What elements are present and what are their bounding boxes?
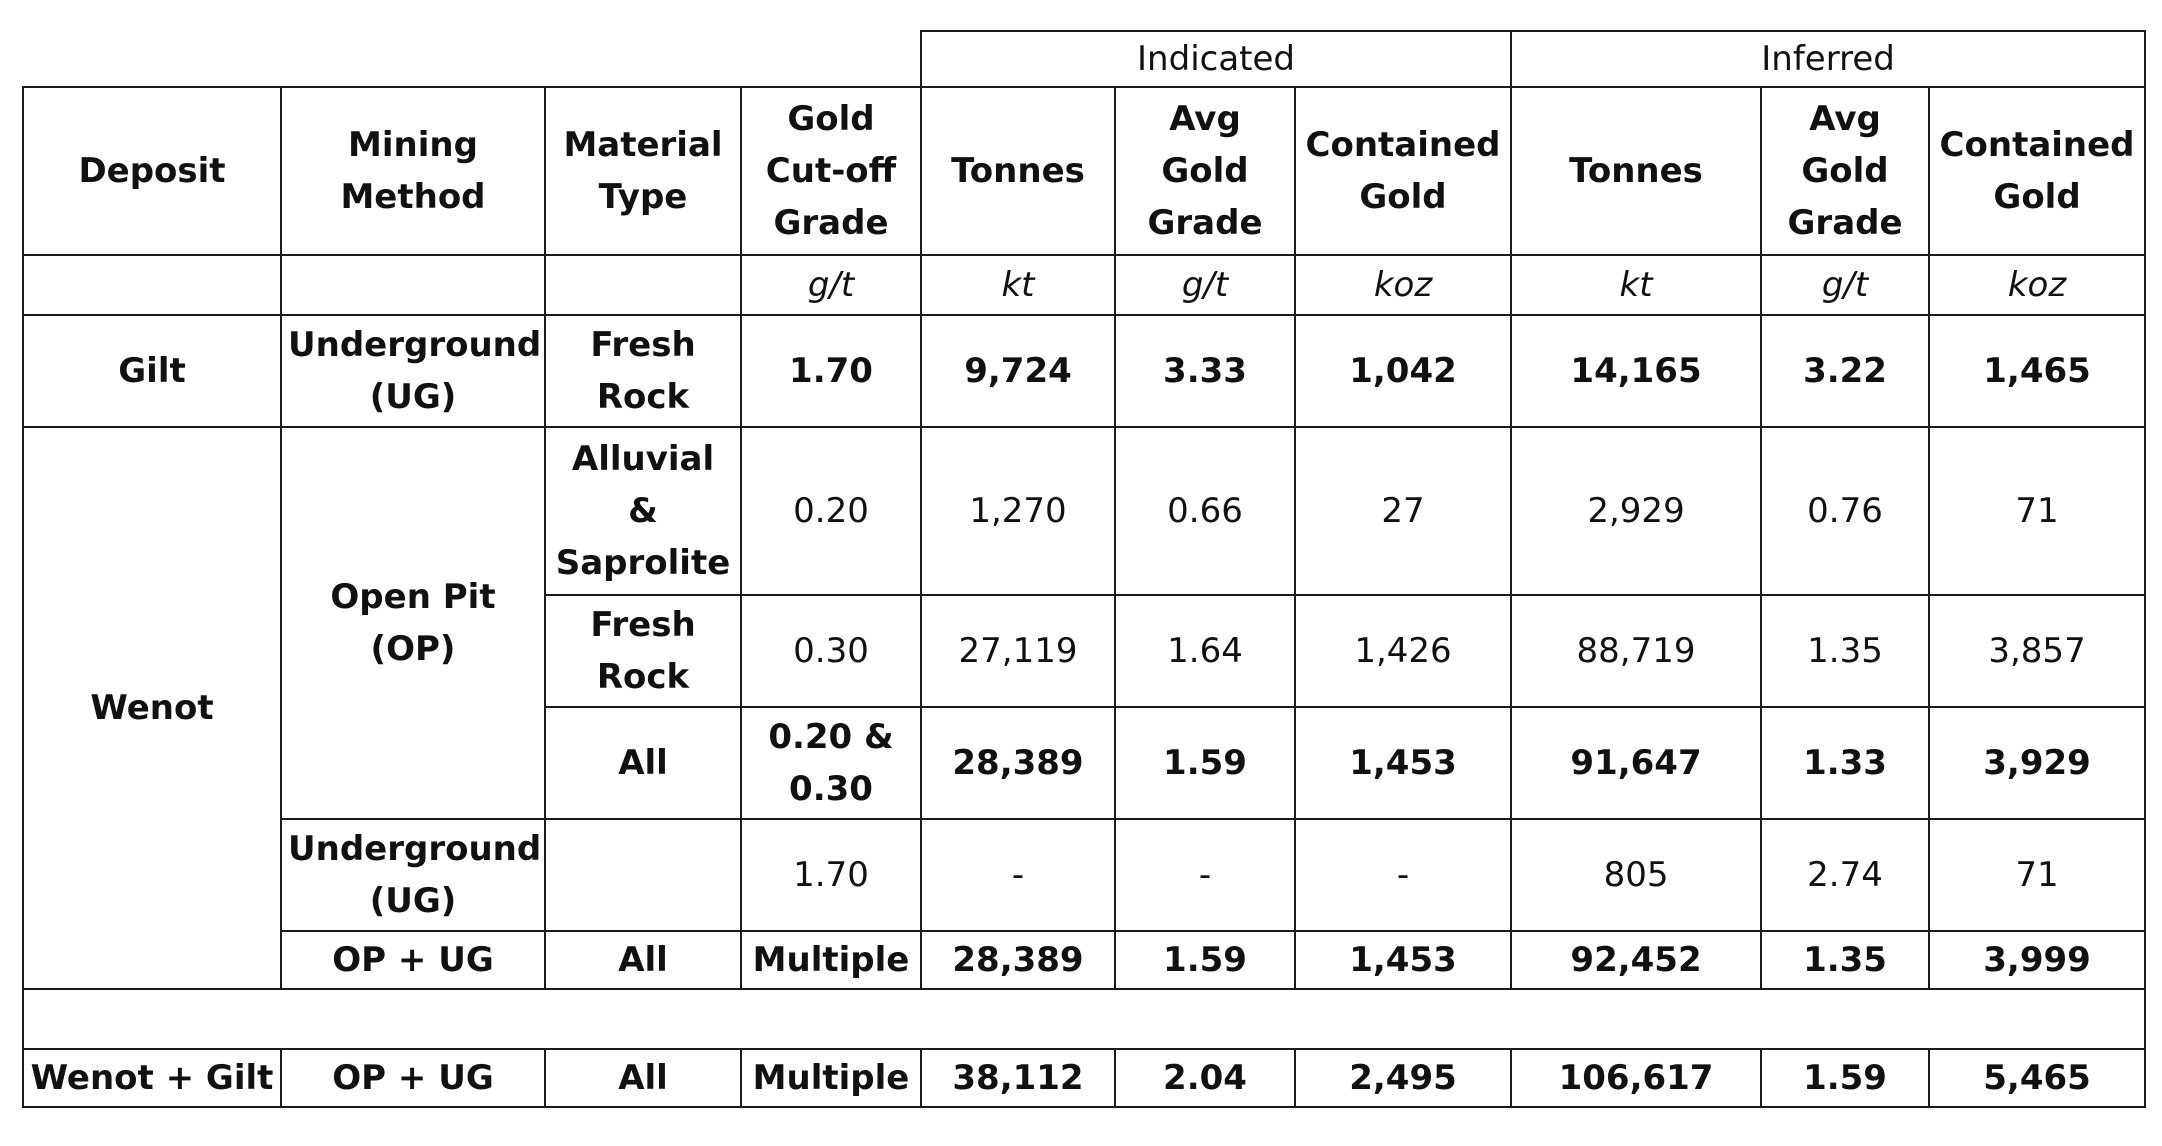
header-inferred-contained-gold: Contained Gold (1929, 87, 2145, 255)
unit-inferred-grade: g/t (1761, 255, 1929, 315)
cell-cutoff: Multiple (741, 931, 921, 989)
blank-corner (23, 31, 921, 87)
cell-material-type: Fresh Rock (545, 315, 741, 427)
cell-indicated-grade: 0.66 (1115, 427, 1295, 595)
table-row-wenot-total (23, 931, 2145, 989)
cell-indicated-tonnes: 1,270 (921, 427, 1115, 595)
unit-blank (281, 255, 545, 315)
cell-inferred-gold: 3,857 (1929, 595, 2145, 707)
cell-cutoff: 1.70 (741, 819, 921, 931)
cell-inferred-grade: 3.22 (1761, 315, 1929, 427)
cell-mining-method: OP + UG (281, 1049, 545, 1107)
cell-indicated-gold: 2,495 (1295, 1049, 1511, 1107)
spacer-row (23, 989, 2145, 1049)
header-indicated-tonnes: Tonnes (921, 87, 1115, 255)
cell-indicated-grade: 1.59 (1115, 931, 1295, 989)
table-row-gilt (23, 315, 2145, 427)
cell-indicated-tonnes: 28,389 (921, 931, 1115, 989)
cell-indicated-grade: 3.33 (1115, 315, 1295, 427)
cell-indicated-gold: 27 (1295, 427, 1511, 595)
cell-deposit: Wenot + Gilt (23, 1049, 281, 1107)
unit-blank (23, 255, 281, 315)
cell-indicated-tonnes: 28,389 (921, 707, 1115, 819)
header-indicated-avg-grade: Avg Gold Grade (1115, 87, 1295, 255)
column-header-row (23, 87, 2145, 255)
cell-indicated-grade: - (1115, 819, 1295, 931)
table-row-grand-total (23, 1049, 2145, 1107)
cell-material-type: Alluvial & Saprolite (545, 427, 741, 595)
cell-indicated-gold: 1,453 (1295, 931, 1511, 989)
cell-material-type (545, 819, 741, 931)
header-inferred-tonnes: Tonnes (1511, 87, 1761, 255)
cell-inferred-grade: 2.74 (1761, 819, 1929, 931)
units-row (23, 255, 2145, 315)
header-mining-method: Mining Method (281, 87, 545, 255)
table-row-wenot-ug (23, 819, 2145, 931)
cell-inferred-gold: 71 (1929, 427, 2145, 595)
cell-material-type: All (545, 707, 741, 819)
cell-indicated-grade: 1.64 (1115, 595, 1295, 707)
cell-inferred-gold: 1,465 (1929, 315, 2145, 427)
cell-inferred-tonnes: 92,452 (1511, 931, 1761, 989)
mineral-resource-table (22, 30, 2146, 1108)
unit-indicated-grade: g/t (1115, 255, 1295, 315)
header-material-type: Material Type (545, 87, 741, 255)
cell-inferred-grade: 0.76 (1761, 427, 1929, 595)
unit-inferred-tonnes: kt (1511, 255, 1761, 315)
cell-material-type: All (545, 931, 741, 989)
cell-cutoff: Multiple (741, 1049, 921, 1107)
cell-cutoff: 0.20 (741, 427, 921, 595)
cell-inferred-gold: 3,929 (1929, 707, 2145, 819)
indicated-group-header: Indicated (921, 31, 1511, 87)
cell-indicated-gold: 1,042 (1295, 315, 1511, 427)
cell-mining-method: OP + UG (281, 931, 545, 989)
cell-cutoff: 0.20 & 0.30 (741, 707, 921, 819)
cell-cutoff: 0.30 (741, 595, 921, 707)
header-cutoff-grade: Gold Cut-off Grade (741, 87, 921, 255)
cell-inferred-tonnes: 106,617 (1511, 1049, 1761, 1107)
spacer-cell (23, 989, 2145, 1049)
cell-mining-method: Underground (UG) (281, 315, 545, 427)
cell-indicated-tonnes: 9,724 (921, 315, 1115, 427)
cell-indicated-gold: 1,426 (1295, 595, 1511, 707)
cell-material-type: All (545, 1049, 741, 1107)
group-header-row (23, 31, 2145, 87)
cell-material-type: Fresh Rock (545, 595, 741, 707)
cell-mining-method: Underground (UG) (281, 819, 545, 931)
unit-indicated-tonnes: kt (921, 255, 1115, 315)
table-row-wenot-op-alluvial (23, 427, 2145, 595)
cell-inferred-grade: 1.35 (1761, 931, 1929, 989)
cell-indicated-grade: 2.04 (1115, 1049, 1295, 1107)
mineral-resource-table-container (22, 30, 2144, 1108)
unit-blank (545, 255, 741, 315)
cell-deposit: Gilt (23, 315, 281, 427)
cell-indicated-gold: 1,453 (1295, 707, 1511, 819)
cell-indicated-tonnes: - (921, 819, 1115, 931)
cell-indicated-grade: 1.59 (1115, 707, 1295, 819)
cell-inferred-tonnes: 2,929 (1511, 427, 1761, 595)
header-inferred-avg-grade: Avg Gold Grade (1761, 87, 1929, 255)
cell-inferred-tonnes: 14,165 (1511, 315, 1761, 427)
cell-inferred-gold: 3,999 (1929, 931, 2145, 989)
cell-inferred-tonnes: 805 (1511, 819, 1761, 931)
cell-inferred-grade: 1.33 (1761, 707, 1929, 819)
cell-inferred-tonnes: 88,719 (1511, 595, 1761, 707)
unit-inferred-gold: koz (1929, 255, 2145, 315)
header-indicated-contained-gold: Contained Gold (1295, 87, 1511, 255)
cell-inferred-grade: 1.35 (1761, 595, 1929, 707)
cell-deposit-wenot: Wenot (23, 427, 281, 989)
header-deposit: Deposit (23, 87, 281, 255)
cell-indicated-tonnes: 38,112 (921, 1049, 1115, 1107)
unit-cutoff: g/t (741, 255, 921, 315)
cell-cutoff: 1.70 (741, 315, 921, 427)
cell-mining-method-open-pit: Open Pit (OP) (281, 427, 545, 819)
inferred-group-header: Inferred (1511, 31, 2145, 87)
cell-inferred-grade: 1.59 (1761, 1049, 1929, 1107)
cell-inferred-gold: 5,465 (1929, 1049, 2145, 1107)
cell-indicated-tonnes: 27,119 (921, 595, 1115, 707)
unit-indicated-gold: koz (1295, 255, 1511, 315)
cell-inferred-gold: 71 (1929, 819, 2145, 931)
cell-inferred-tonnes: 91,647 (1511, 707, 1761, 819)
cell-indicated-gold: - (1295, 819, 1511, 931)
